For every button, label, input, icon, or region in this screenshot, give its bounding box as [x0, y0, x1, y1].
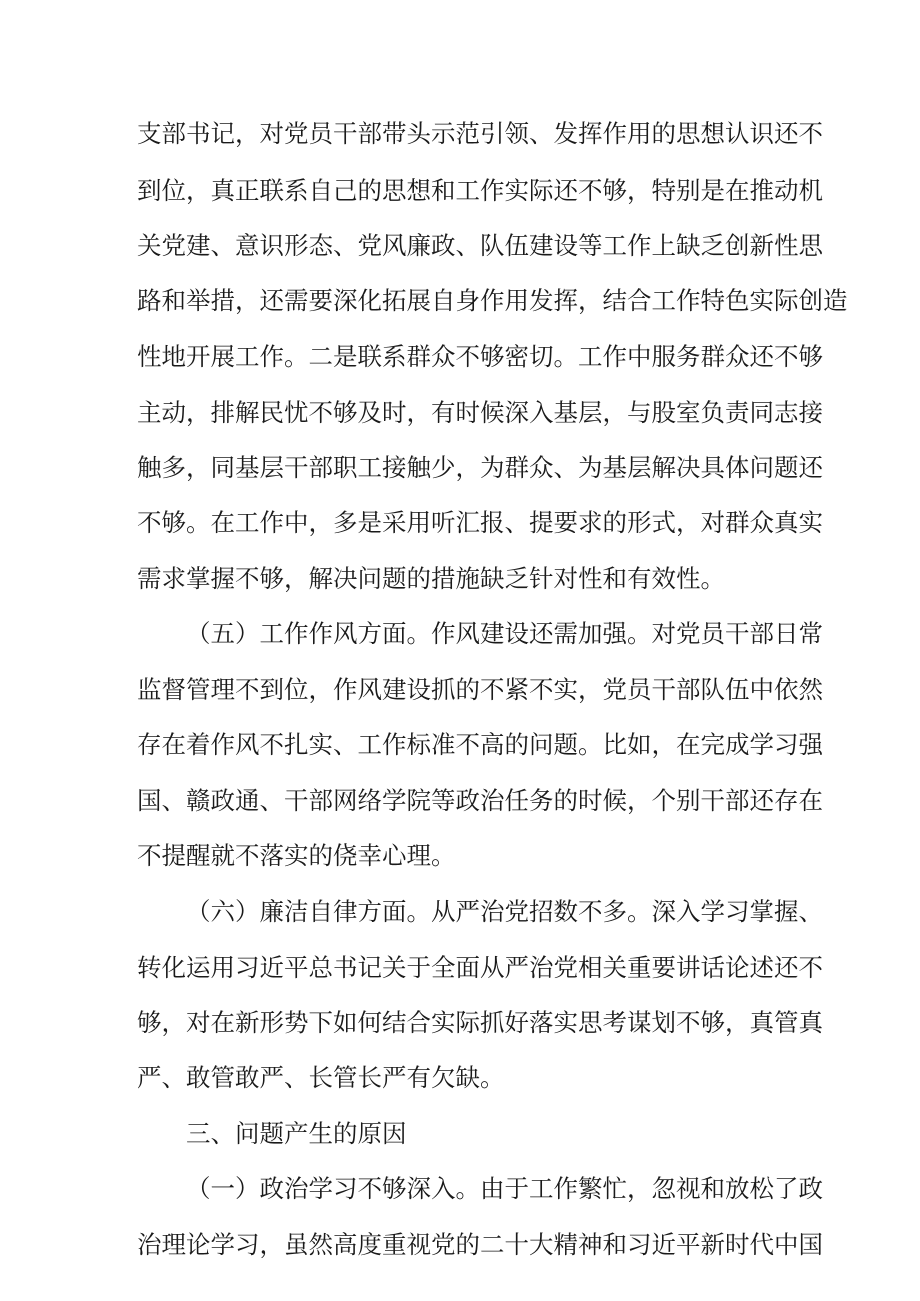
text-line: 路和举措，还需要深化拓展自身作用发挥，结合工作特色实际创造: [137, 286, 848, 315]
text-line: 监督管理不到位，作风建设抓的不紧不实，党员干部队伍中依然: [137, 675, 823, 704]
text-line: 触多，同基层干部职工接触少，为群众、为基层解决具体问题还: [137, 453, 823, 482]
text-line: 存在着作风不扎实、工作标准不高的问题。比如，在完成学习强: [137, 730, 823, 759]
section-heading-line: （六）廉洁自律方面。从严治党招数不多。深入学习掌握、: [186, 897, 823, 926]
text-line: 需求掌握不够，解决问题的措施缺乏针对性和有效性。: [137, 564, 725, 593]
text-line: 严、敢管敢严、长管长严有欠缺。: [137, 1063, 505, 1092]
text-line: 到位，真正联系自己的思想和工作实际还不够，特别是在推动机: [137, 176, 823, 205]
section-heading-line: （五）工作作风方面。作风建设还需加强。对党员干部日常: [186, 619, 823, 648]
chapter-heading: 三、问题产生的原因: [186, 1119, 407, 1148]
text-line: 支部书记，对党员干部带头示范引领、发挥作用的思想认识还不: [137, 119, 823, 148]
text-line: 转化运用习近平总书记关于全面从严治党相关重要讲话论述还不: [137, 953, 823, 982]
text-line: 不提醒就不落实的侥幸心理。: [137, 841, 456, 870]
text-line: 主动，排解民忧不够及时，有时候深入基层，与股室负责同志接: [137, 398, 823, 427]
section-heading-line: （一）政治学习不够深入。由于工作繁忙，忽视和放松了政: [186, 1174, 823, 1203]
text-line: 不够。在工作中，多是采用听汇报、提要求的形式，对群众真实: [137, 508, 823, 537]
text-line: 性地开展工作。二是联系群众不够密切。工作中服务群众还不够: [137, 342, 823, 371]
text-line: 关党建、意识形态、党风廉政、队伍建设等工作上缺乏创新性思: [137, 231, 823, 260]
text-line: 够，对在新形势下如何结合实际抓好落实思考谋划不够，真管真: [137, 1008, 823, 1037]
text-line: 治理论学习，虽然高度重视党的二十大精神和习近平新时代中国: [137, 1230, 823, 1259]
text-line: 国、赣政通、干部网络学院等政治任务的时候，个别干部还存在: [137, 786, 823, 815]
